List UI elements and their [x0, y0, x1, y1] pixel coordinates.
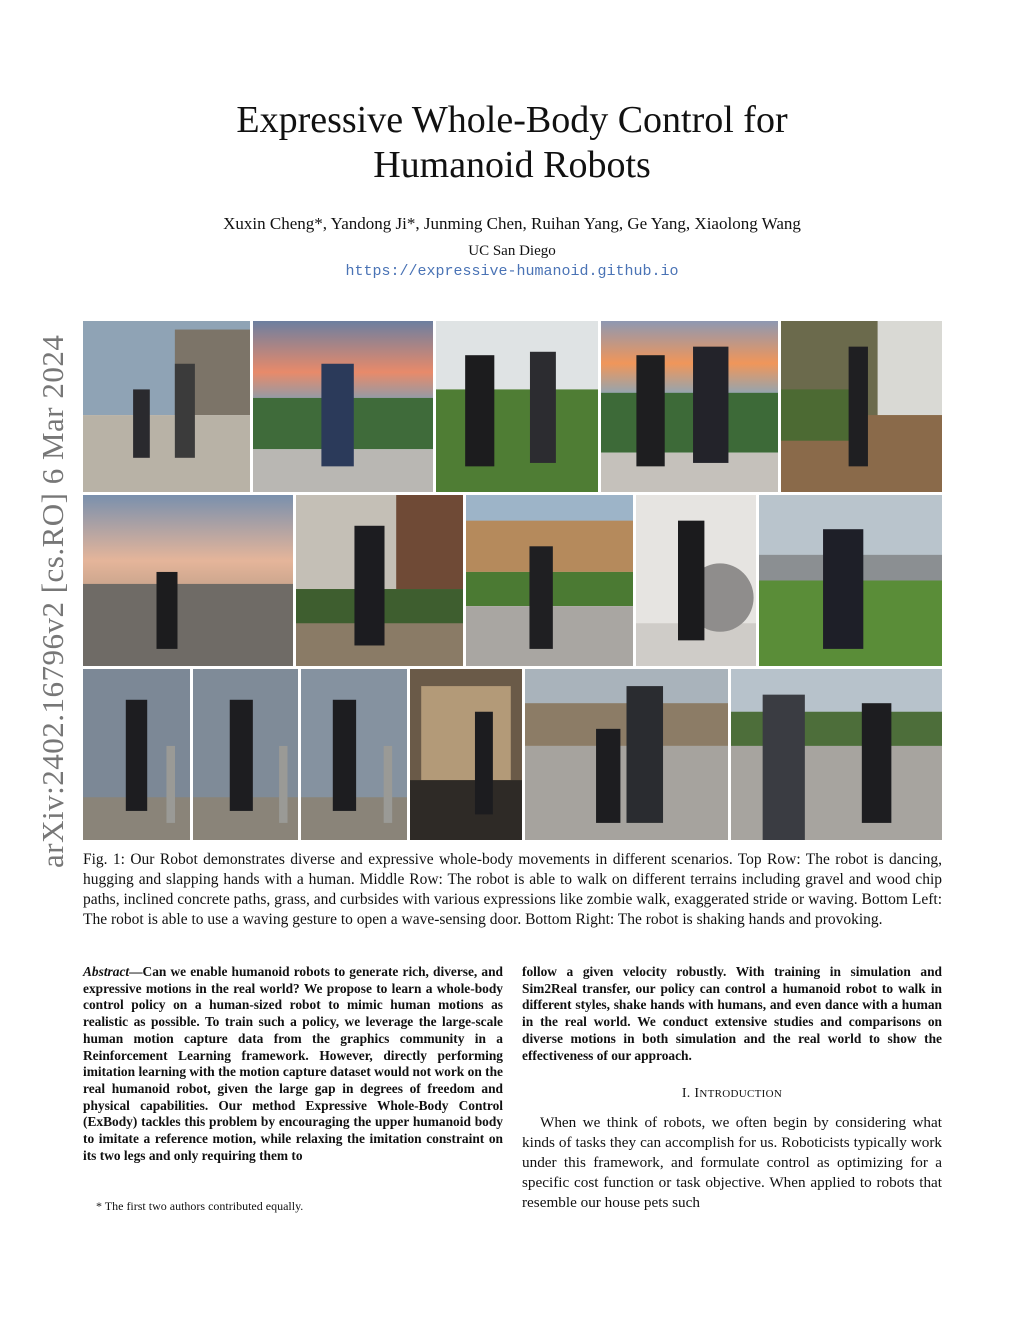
footnote: * The first two authors contributed equally. — [96, 1199, 304, 1213]
photo-exercise-ball — [636, 495, 756, 666]
photo-door-opened-lobby — [410, 669, 522, 840]
photo-gravel-path — [296, 495, 463, 666]
right-column — [522, 964, 942, 1213]
section-title-rest: NTRODUCTION — [699, 1088, 783, 1101]
photo-provoking — [731, 669, 942, 840]
abstract-block: Abstract—Can we enable humanoid robots to generate rich, diverse, and expressive motions in the real world? We propose to learn a whole-body control policy on a human-sized robot to mimic human motions as realistic as possible. To train such a policy, we leverage the large-scale human motion capture data from the graphics community in a Reinforcement Learning framework. However, directly performing imitation learning with the motion capture dataset would not work on the real humanoid robot, given the large gap in degrees of freedom and physical capabilities. Our method Expressive Whole-Body Control (ExBody) tackles this problem by encouraging the upper humanoid body to imitate a reference motion, while relaxing the imitation constraint on its two legs and only requiring them to — [83, 964, 503, 1163]
photo-slapping-hands — [601, 321, 778, 492]
photo-door-wave-3 — [301, 669, 407, 840]
photo-shaking-hands — [525, 669, 728, 840]
introduction-text: When we think of robots, we often begin by considering what kinds of tasks they can accomplish for us. Roboticists typically work under this framework, and formulate control as optimizing for a specific cost function or task objective. When applied to robots that resemble our house pets such — [522, 1113, 942, 1211]
photo-beach-sunset — [83, 495, 293, 666]
abstract-text: Can we enable humanoid robots to generate rich, diverse, and expressive motions in the real world? We propose to learn a whole-body control policy on a human-sized robot to mimic human motions as realistic as possible. To train such a policy, we leverage the large-scale human motion capture data from the graphics community in a Reinforcement Learning framework. However, directly performing imitation learning with the motion capture dataset would not work on the real humanoid robot, given the large gap in degrees of freedom and physical capabilities. Our method Expressive Whole-Body Control (ExBody) tackles this problem by encouraging the upper humanoid body to imitate a reference motion, while relaxing the imitation constraint on its two legs and only requiring them to — [83, 964, 503, 1163]
photo-dancing-plaza — [83, 321, 250, 492]
paper-title — [0, 98, 1024, 188]
author-list: Xuxin Cheng*, Yandong Ji*, Junming Chen, Ruihan Yang, Ge Yang, Xiaolong Wang — [223, 214, 801, 233]
section-heading-introduction — [522, 1086, 942, 1103]
photo-grass-marina — [759, 495, 942, 666]
photo-door-wave-2 — [193, 669, 298, 840]
figure-caption: Fig. 1: Our Robot demonstrates diverse and expressive whole-body movements in different scenarios. Top Row: The robot is dancing, hugging and slapping hands with a human. Middle Row: The robot is able to walk on different terrains including gravel and wood chip paths, inclined concrete paths, grass, and curbsides with various expressions like zombie walk, exaggerated stride or waving. Bottom Left: The robot is able to use a waving gesture to open a wave-sensing door. Bottom Right: The robot is shaking hands and provoking. — [83, 851, 942, 928]
title-line-1: Expressive Whole-Body Control for — [236, 99, 788, 141]
arxiv-side-identifier: arXiv:2402.16796v2 [cs.RO] 6 Mar 2024 — [35, 334, 70, 868]
section-title-initial: I — [694, 1086, 700, 1102]
abstract-column — [83, 964, 503, 1164]
abstract-continued: follow a given velocity robustly. With training in simulation and Sim2Real transfer, our policy can control a humanoid robot to walk in different styles, shake hands with humans, and even dance with a human in the real world. We conduct extensive studies and comparisons on diverse motions in both simulation and the real world to show the effectiveness of our approach. — [522, 964, 942, 1063]
affiliation: UC San Diego — [468, 243, 556, 259]
project-url[interactable]: https://expressive-humanoid.github.io — [345, 263, 679, 280]
title-line-2: Humanoid Robots — [373, 144, 651, 186]
photo-door-wave-1 — [83, 669, 190, 840]
abstract-label: Abstract — [83, 964, 130, 979]
photo-inclined-concrete — [466, 495, 633, 666]
photo-hugging-sunset — [253, 321, 433, 492]
photo-grass-robot-human — [436, 321, 598, 492]
section-number: I. — [681, 1086, 691, 1102]
photo-woodchip-path — [781, 321, 942, 492]
